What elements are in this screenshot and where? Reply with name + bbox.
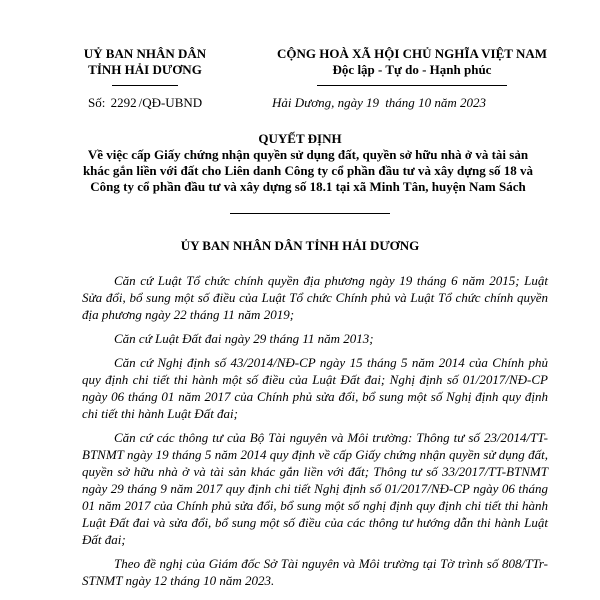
issue-date (272, 95, 486, 111)
document-number-prefix: Số: (88, 95, 106, 110)
issuing-agency-line1: UỶ BAN NHÂN DÂN (83, 46, 207, 61)
document-number (88, 95, 202, 111)
basis-paragraph: Căn cứ Luật Đất đai ngày 29 tháng 11 năm 2013; (114, 331, 374, 346)
issue-month-label: tháng (385, 95, 415, 110)
issue-year: 2023 (459, 95, 486, 110)
basis-paragraph: Theo đề nghị của Giám đốc Sở Tài nguyên và Môi trường tại Tờ trình số 808/TTr-STNMT ngày 12 tháng 10 năm 2023. (82, 556, 548, 588)
document-number-value: 2292 (110, 95, 137, 110)
issue-day: 19 (365, 95, 379, 110)
basis-paragraph: Căn cứ Luật Tổ chức chính quyền địa phương ngày 19 tháng 6 năm 2015; Luật Sửa đổi, bổ sung một số điều của Luật Tổ chức Chính phủ và Luật Tổ chức chính quyền địa phương ngày 22 tháng 11 năm 2019; (82, 273, 548, 322)
document-number-suffix: /QĐ-UBND (138, 95, 203, 110)
issue-year-label: năm (434, 95, 457, 110)
issuing-agency (70, 46, 220, 78)
basis-paragraph: Căn cứ Nghị định số 43/2014/NĐ-CP ngày 15 tháng 5 năm 2014 của Chính phủ quy định chi tiết thi hành một số điều của Luật Đất đai; Nghị định số 01/2017/NĐ-CP ngày 06 tháng 01 năm 2017 của Chính phủ sửa đổi, bổ sung một số Nghị định quy định chi tiết thi hành Luật Đất đai; (82, 355, 548, 421)
motto-underline (317, 85, 507, 86)
legal-basis (82, 272, 548, 596)
decision-subject: Về việc cấp Giấy chứng nhận quyền sử dụng đất, quyền sở hữu nhà ở và tài sản khác gắn liền với đất cho Liên danh Công ty cổ phần đầu tư và xây dựng số 18 và Công ty cổ phần đầu tư và xây dựng số 18.1 tại xã Minh Tân, huyện Nam Sách (82, 147, 534, 194)
issuing-agency-line2: TỈNH HẢI DƯƠNG (88, 62, 202, 77)
decision-title: QUYẾT ĐỊNH (258, 131, 342, 146)
issue-place: Hải Dương, ngày (272, 95, 363, 110)
authority-heading: ỦY BAN NHÂN DÂN TỈNH HẢI DƯƠNG (180, 238, 420, 253)
national-title: CỘNG HOÀ XÃ HỘI CHỦ NGHĨA VIỆT NAM (276, 46, 548, 61)
national-header (262, 46, 562, 78)
subject-underline (230, 213, 390, 214)
national-motto: Độc lập - Tự do - Hạnh phúc (332, 62, 492, 77)
agency-underline (112, 85, 178, 86)
basis-paragraph: Căn cứ các thông tư của Bộ Tài nguyên và Môi trường: Thông tư số 23/2014/TT-BTNMT ngày 19 tháng 5 năm 2014 quy định về cấp Giấy chứng nhận quyền sử dụng đất, quyền sở hữu nhà ở và tài sản khác gắn liền với đất; Thông tư số 33/2017/TT-BTNMT ngày 29 tháng 9 năm 2017 quy định chi tiết Nghị định số 01/2017/NĐ-CP ngày 06 tháng 01 năm 2017 của Chính phủ sửa đổi, bổ sung một số nghị định quy định chi tiết thi hành Luật Đất đai và sửa đổi, bổ sung một số điều của các thông tư hướng dẫn thi hành Luật Đất đai; (82, 430, 548, 547)
issue-month: 10 (418, 95, 432, 110)
